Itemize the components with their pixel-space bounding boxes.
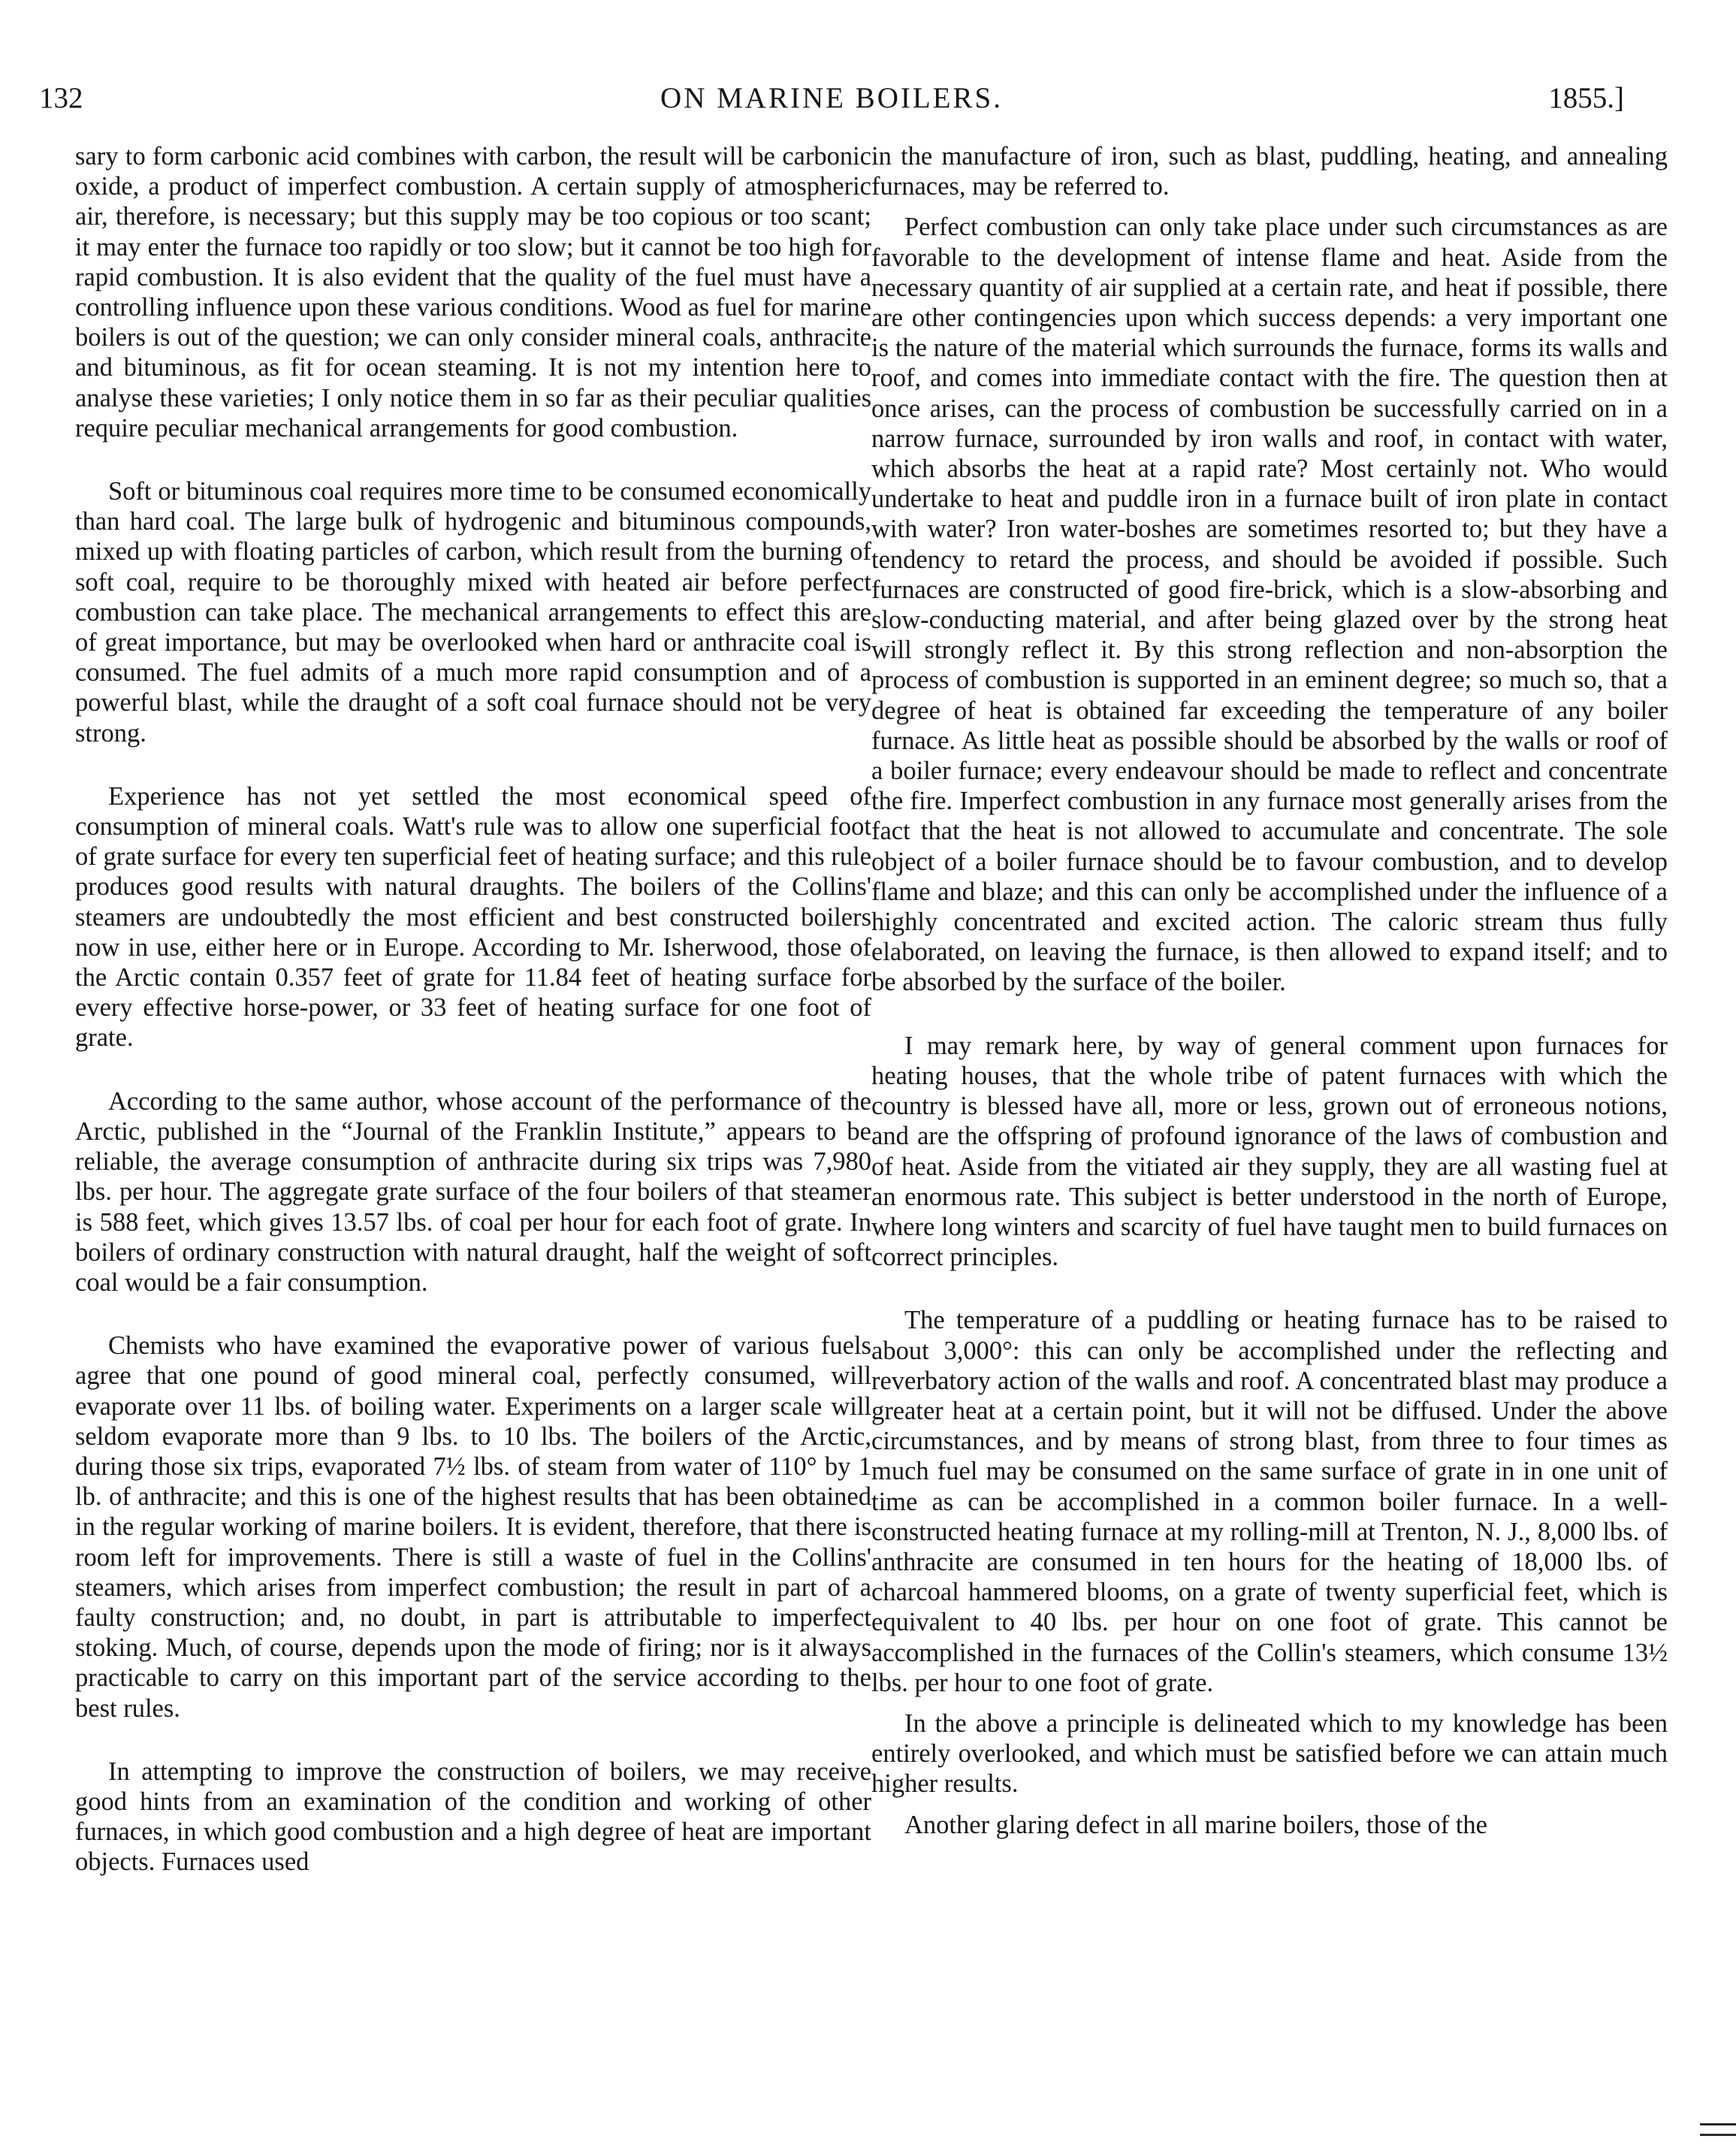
paragraph: In attempting to improve the construction of boilers, we may receive good hints from an examination of the condition and working of other furnaces, in which good combustion and a high degree of heat are important objects. Furnaces used (75, 1757, 871, 1877)
scan-edge-mark (1700, 2134, 1736, 2136)
paragraph: sary to form carbonic acid combines with carbon, the result will be carbonic oxide, a product of imperfect combustion. A certain supply of atmospheric air, therefore, is necessary; but this supply may be too copious or too scant; it may enter the furnace too rapidly or too slow; but it cannot be too high for rapid combustion. It is also evident that the quality of the fuel must have a controlling influence upon these various conditions. Wood as fuel for marine boilers is out of the question; we can only consider mineral coals, anthracite and bituminous, as fit for ocean steaming. It is not my intention here to analyse these varieties; I only notice them in so far as their peculiar qualities require peculiar mechanical arrangements for good combustion. (75, 142, 871, 443)
paragraph: Soft or bituminous coal requires more time to be consumed economically than hard coal. The large bulk of hydrogenic and bituminous compounds, mixed up with floating particles of carbon, which result from the burning of soft coal, require to be thoroughly mixed with heated air before perfect combustion can take place. The mechanical arrangements to effect this are of great importance, but may be overlooked when hard or anthracite coal is consumed. The fuel admits of a much more rapid consumption and of a powerful blast, while the draught of a soft coal furnace should not be very strong. (75, 477, 871, 748)
paragraph: I may remark here, by way of general comment upon furnaces for heating houses, that the whole tribe of patent furnaces with which the country is blessed have all, more or less, grown out of erroneous notions, and are the offspring of profound ignorance of the laws of combustion and of heat. Aside from the vitiated air they supply, they are all wasting fuel at an enormous rate. This subject is better understood in the north of Europe, where long winters and scarcity of fuel have taught men to build furnaces on correct principles. (871, 1031, 1668, 1272)
page-number: 132 (39, 82, 83, 114)
paragraph: in the manufacture of iron, such as blast, puddling, heating, and annealing furnaces, may be referred to. (871, 142, 1668, 201)
paragraph: Experience has not yet settled the most economical speed of consumption of mineral coals. Watt's rule was to allow one superficial foot of grate surface for every ten superficial feet of heating surface; and this rule produces good results with natural draughts. The boilers of the Collins' steamers are undoubtedly the most efficient and best constructed boilers now in use, either here or in Europe. According to Mr. Isherwood, those of the Arctic contain 0.357 feet of grate for 11.84 feet of heating surface for every effective horse-power, or 33 feet of heating surface for one foot of grate. (75, 781, 871, 1053)
paragraph: Another glaring defect in all marine boilers, those of the (904, 1810, 1487, 1839)
running-header (39, 72, 1624, 125)
paragraph: Perfect combustion can only take place under such circumstances as are favorable to the development of intense flame and heat. Aside from the necessary quantity of air supplied at a certain rate, and heat if possible, there are other contingencies upon which success depends: a very important one is the nature of the material which surrounds the furnace, forms its walls and roof, and comes into immediate contact with the fire. The question then at once arises, can the process of combustion be successfully carried on in a narrow furnace, surrounded by iron walls and roof, in contact with water, which absorbs the heat at a rapid rate? Most certainly not. Who would undertake to heat and puddle iron in a furnace built of iron plate in contact with water? Iron water-boshes are sometimes resorted to; but they have a tendency to retard the process, and should be avoided if possible. Such furnaces are constructed of good fire-brick, which is a slow-absorbing and slow-conducting material, and after being glazed over by the strong heat will strongly reflect it. By this strong reflection and non-absorption the process of combustion is supported in an eminent degree; so much so, that a degree of heat is obtained far exceeding the temperature of any boiler furnace. As little heat as possible should be absorbed by the walls or roof of a boiler furnace; every endeavour should be made to reflect and concentrate the fire. Imperfect combustion in any furnace most generally arises from the fact that the heat is not allowed to accumulate and concentrate. The sole object of a boiler furnace should be to favour combustion, and to develop flame and blaze; and this can only be accomplished under the influence of a highly concentrated and excited action. The caloric stream thus fully elaborated, on leaving the furnace, is then allowed to expand itself; and to be absorbed by the surface of the boiler. (871, 213, 1668, 997)
paragraph: In the above a principle is delineated which to my knowledge has been entirely overlooked, and which must be satisfied before we can attain much higher results. (871, 1708, 1668, 1799)
running-title: ON MARINE BOILERS. (660, 82, 1003, 114)
right-column (871, 141, 1668, 1840)
paragraph: Chemists who have examined the evaporative power of various fuels agree that one pound of good mineral coal, perfectly consumed, will evaporate over 11 lbs. of boiling water. Experiments on a larger scale will seldom evaporate more than 9 lbs. to 10 lbs. The boilers of the Arctic, during those six trips, evaporated 7½ lbs. of steam from water of 110° by 1 lb. of anthracite; and this is one of the highest results that has been obtained in the regular working of marine boilers. It is evident, therefore, that there is room left for improvements. There is still a waste of fuel in the Collins' steamers, which arises from imperfect combustion; the result in part of a faulty construction; and, no doubt, in part is attributable to imperfect stoking. Much, of course, depends upon the mode of firing; nor is it always practicable to carry on this important part of the service according to the best rules. (75, 1331, 871, 1723)
header-year: 1855.] (1548, 82, 1624, 114)
scan-edge-mark (1700, 2123, 1736, 2125)
left-column (75, 141, 871, 1878)
paragraph: According to the same author, whose account of the performance of the Arctic, published in the “Journal of the Franklin Institute,” appears to be reliable, the average consumption of anthracite during six trips was 7,980 lbs. per hour. The aggregate grate surface of the four boilers of that steamer is 588 feet, which gives 13.57 lbs. of coal per hour for each foot of grate. In boilers of ordinary construction with natural draught, half the weight of soft coal would be a fair consumption. (75, 1086, 871, 1297)
paragraph: The temperature of a puddling or heating furnace has to be raised to about 3,000°: this can only be accomplished under the reflecting and reverbatory action of the walls and roof. A concentrated blast may produce a greater heat at a certain point, but it will not be diffused. Under the above circumstances, and by means of strong blast, from three to four times as much fuel may be consumed on the same surface of grate in in one unit of time as can be accomplished in a common boiler furnace. In a well-constructed heating furnace at my rolling-mill at Trenton, N. J., 8,000 lbs. of anthracite are consumed in ten hours for the heating of 18,000 lbs. of charcoal hammered blooms, on a grate of twenty superficial feet, which is equivalent to 40 lbs. per hour on one foot of grate. This cannot be accomplished in the furnaces of the Collin's steamers, which consume 13½ lbs. per hour to one foot of grate. (871, 1306, 1668, 1697)
